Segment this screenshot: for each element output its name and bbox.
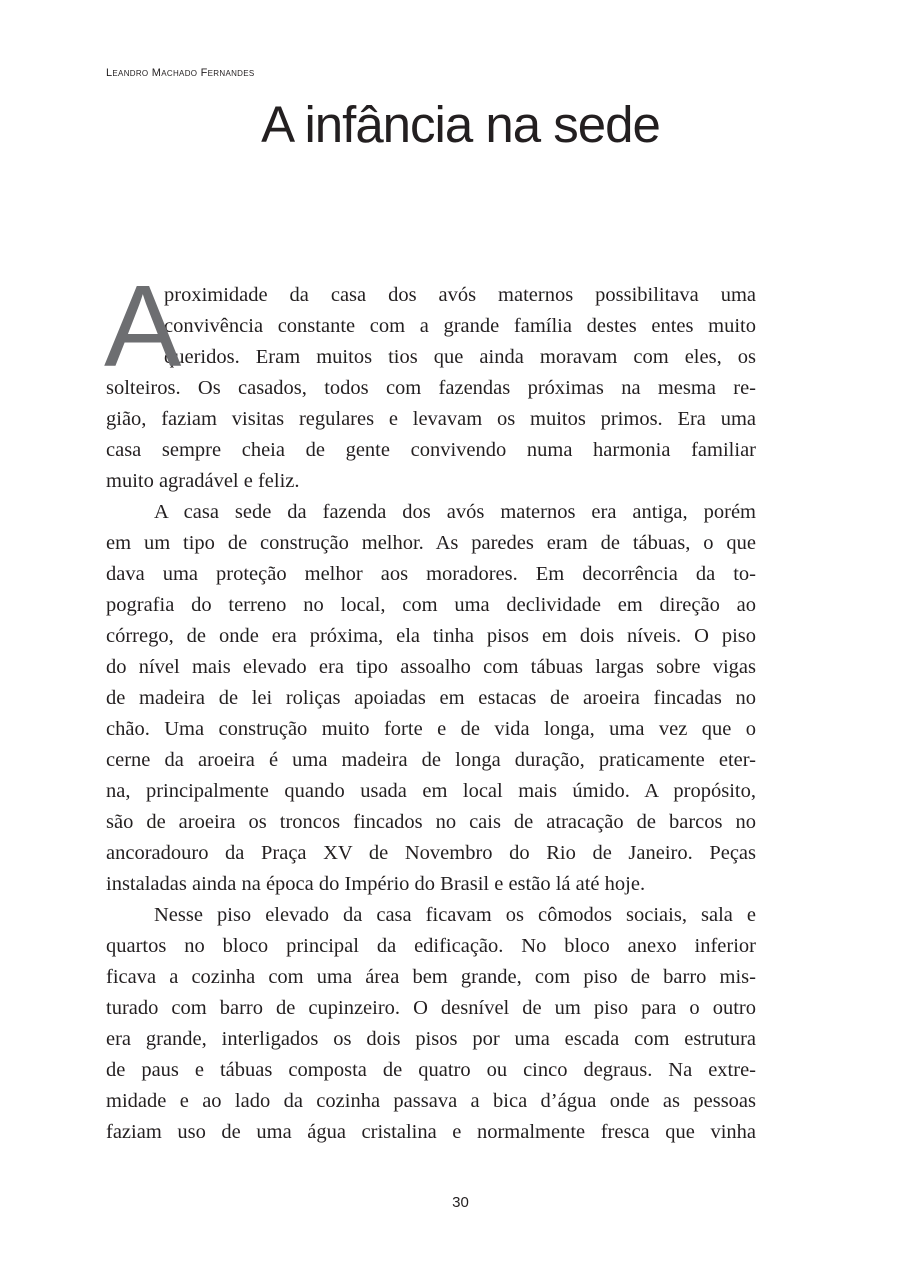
text-line: solteiros. Os casados, todos com fazendas próximas na mesma re- xyxy=(106,377,756,399)
text-line: proximidade da casa dos avós maternos possibilitava uma xyxy=(164,284,756,306)
text-line: na, principalmente quando usada em local mais úmido. A propósito, xyxy=(106,780,756,802)
text-line: faziam uso de uma água cristalina e normalmente fresca que vinha xyxy=(106,1121,756,1143)
text-line: dava uma proteção melhor aos moradores. Em decorrência da to- xyxy=(106,563,756,585)
text-line: cerne da aroeira é uma madeira de longa duração, praticamente eter- xyxy=(106,749,756,771)
text-line: em um tipo de construção melhor. As paredes eram de tábuas, o que xyxy=(106,532,756,554)
text-line: chão. Uma construção muito forte e de vida longa, uma vez que o xyxy=(106,718,756,740)
text-line: A casa sede da fazenda dos avós maternos era antiga, porém xyxy=(154,501,756,523)
page-number: 30 xyxy=(452,1194,469,1211)
running-head: Leandro Machado Fernandes xyxy=(106,67,255,79)
text-line: de madeira de lei roliças apoiadas em estacas de aroeira fincadas no xyxy=(106,687,756,709)
body-text xyxy=(104,261,756,1148)
text-line: quartos no bloco principal da edificação. No bloco anexo inferior xyxy=(106,935,756,957)
text-line: convivência constante com a grande família destes entes muito xyxy=(164,315,756,337)
text-line: queridos. Eram muitos tios que ainda moravam com eles, os xyxy=(164,346,756,368)
text-line: ancoradouro da Praça XV de Novembro do Rio de Janeiro. Peças xyxy=(106,842,756,864)
text-line: era grande, interligados os dois pisos por uma escada com estrutura xyxy=(106,1028,756,1050)
text-line: Nesse piso elevado da casa ficavam os cômodos sociais, sala e xyxy=(154,904,756,926)
chapter-title: A infância na sede xyxy=(261,96,660,153)
text-line: córrego, de onde era próxima, ela tinha pisos em dois níveis. O piso xyxy=(106,625,756,647)
text-line: ficava a cozinha com uma área bem grande, com piso de barro mis- xyxy=(106,966,756,988)
text-line: casa sempre cheia de gente convivendo numa harmonia familiar xyxy=(106,439,756,461)
text-line: do nível mais elevado era tipo assoalho com tábuas largas sobre vigas xyxy=(106,656,756,678)
text-line: de paus e tábuas composta de quatro ou cinco degraus. Na extre- xyxy=(106,1059,756,1081)
drop-cap: A xyxy=(104,261,180,391)
text-line: turado com barro de cupinzeiro. O desnível de um piso para o outro xyxy=(106,997,756,1019)
text-line: midade e ao lado da cozinha passava a bica d’água onde as pessoas xyxy=(106,1090,756,1112)
text-line: gião, faziam visitas regulares e levavam os muitos primos. Era uma xyxy=(106,408,756,430)
text-line: instaladas ainda na época do Império do Brasil e estão lá até hoje. xyxy=(106,873,646,895)
text-line: muito agradável e feliz. xyxy=(106,470,300,492)
text-line: são de aroeira os troncos fincados no cais de atracação de barcos no xyxy=(106,811,756,833)
text-line: pografia do terreno no local, com uma declividade em direção ao xyxy=(106,594,756,616)
